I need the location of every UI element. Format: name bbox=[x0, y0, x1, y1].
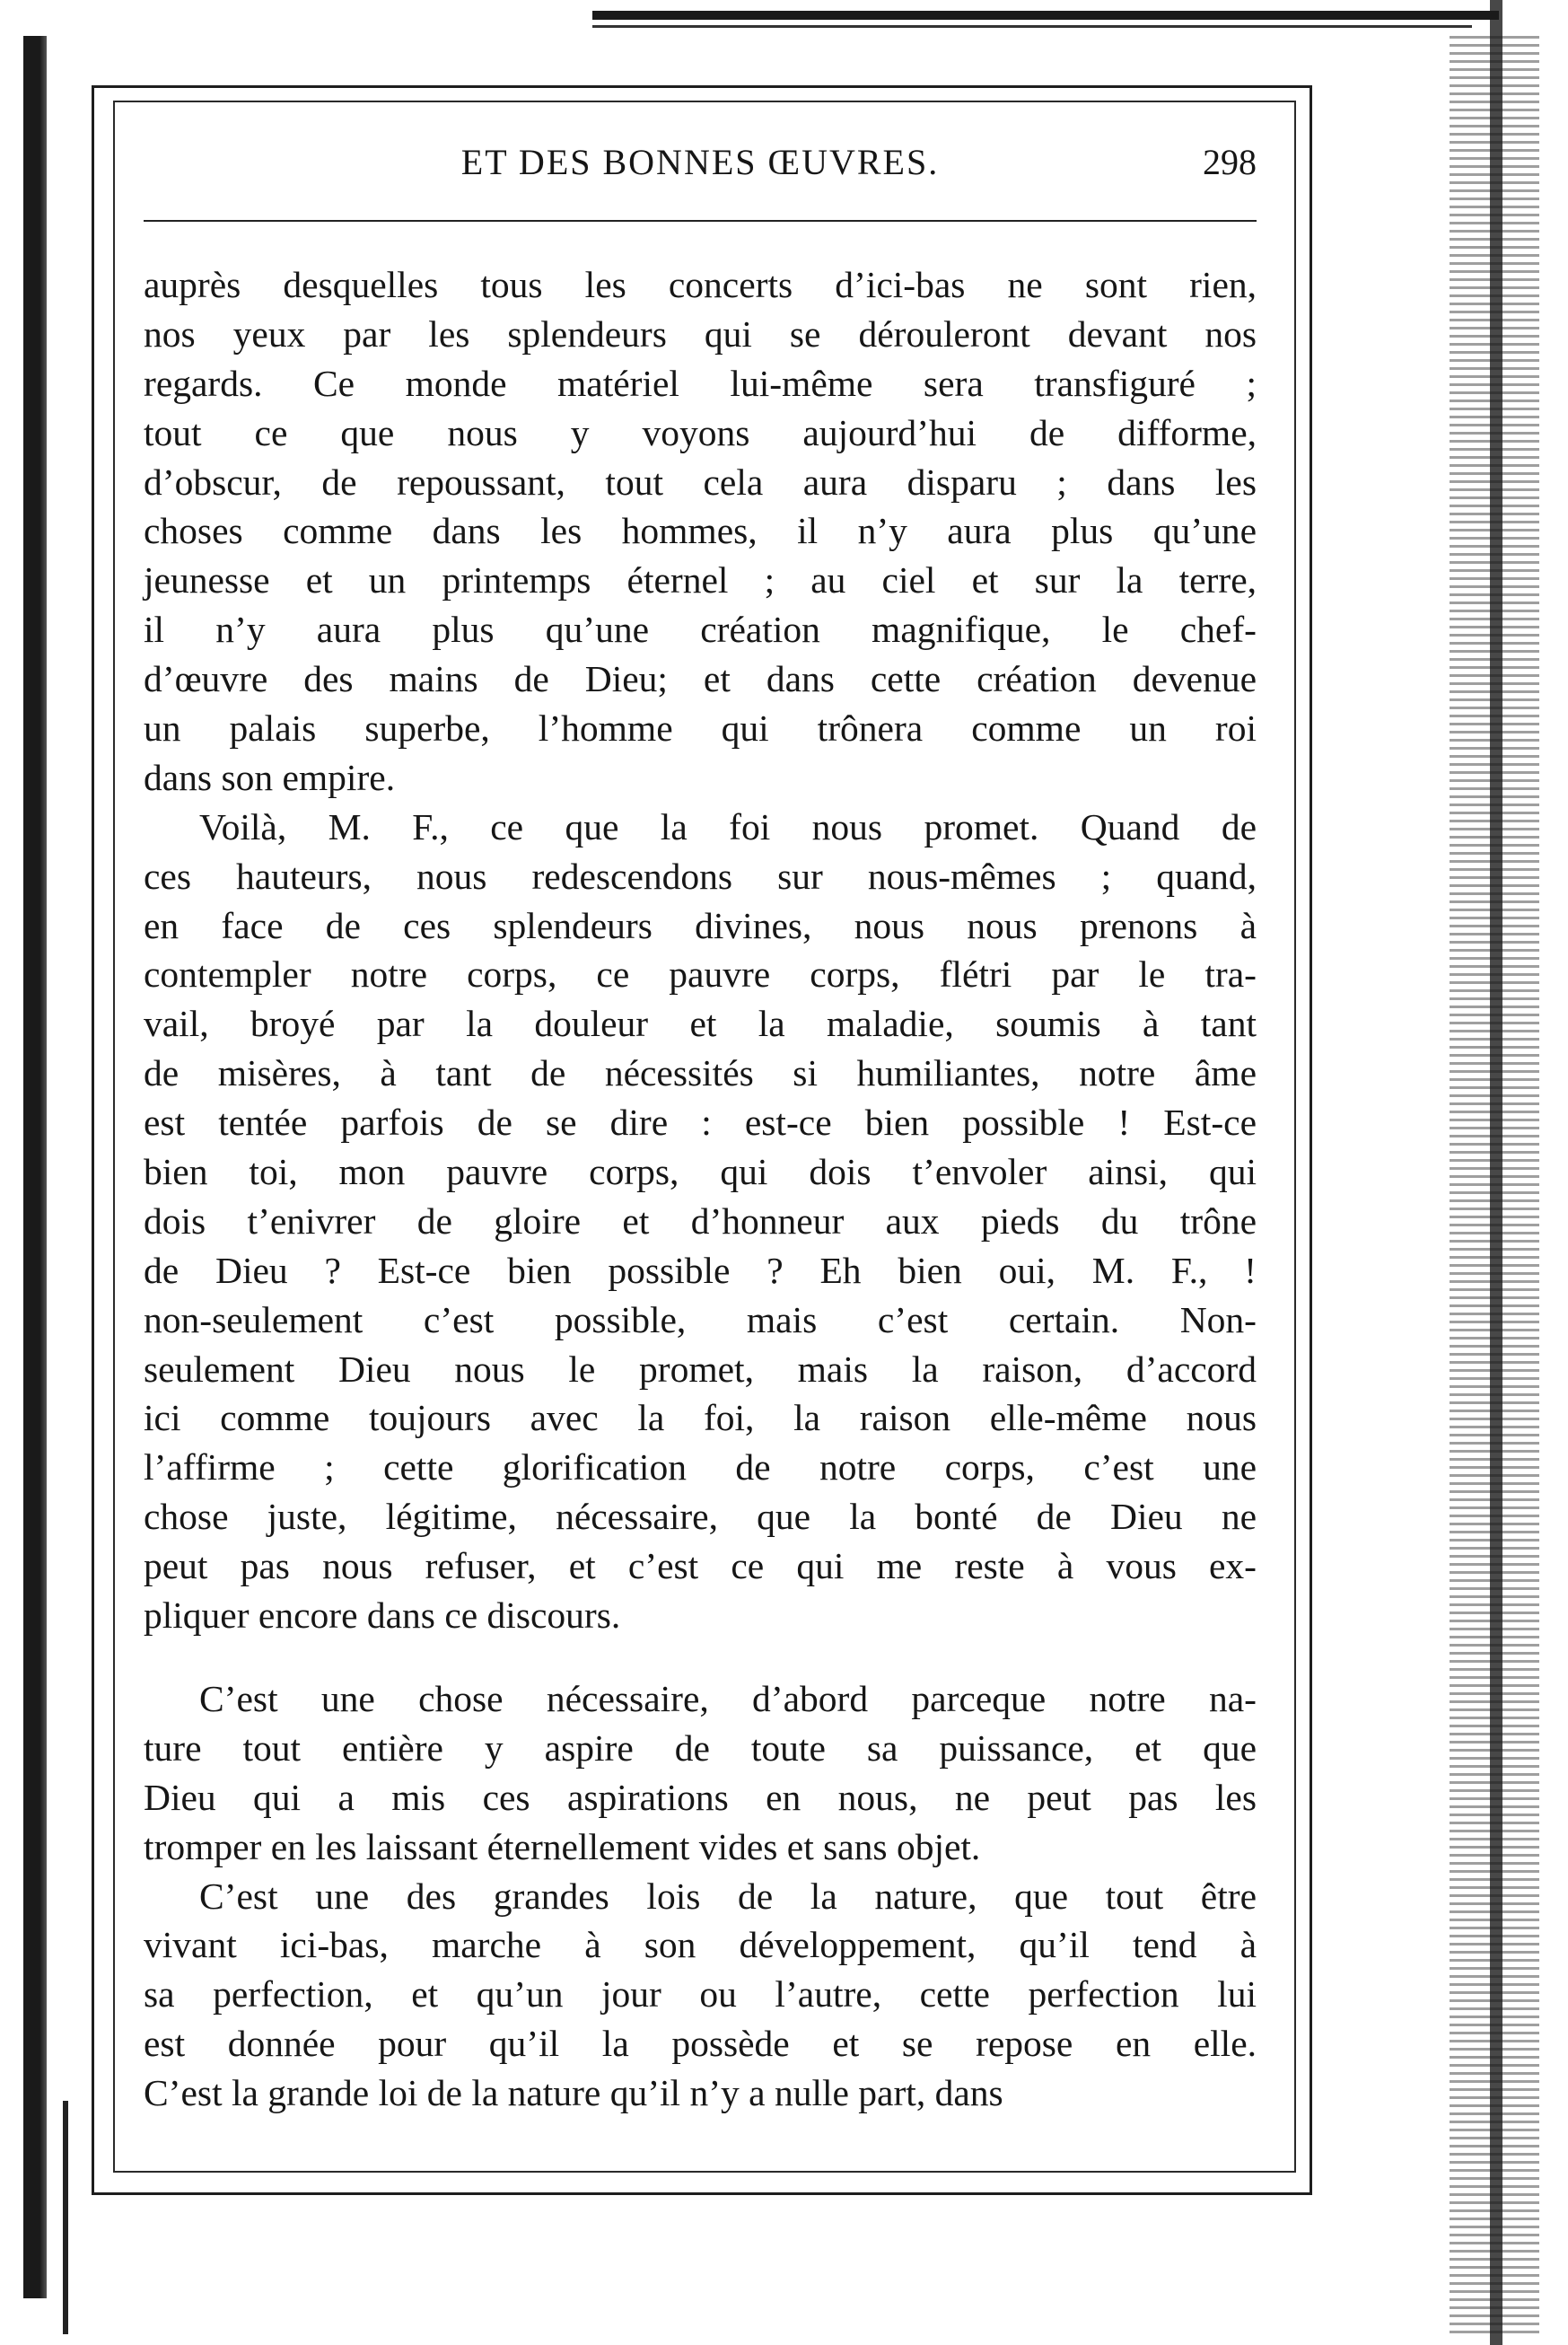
text-line: auprès desquelles tous les concerts d’ici-bas ne sont rien, bbox=[144, 264, 1257, 305]
text-line: Voilà, M. F., ce que la foi nous promet. Quand de bbox=[199, 805, 1257, 848]
text-line: d’œuvre des mains de Dieu; et dans cette création devenue bbox=[144, 658, 1257, 700]
text-line: vivant ici-bas, marche à son développement, qu’il tend à bbox=[144, 1924, 1257, 1966]
text-line: en face de ces splendeurs divines, nous nous prenons à bbox=[144, 904, 1257, 946]
paragraph bbox=[144, 1674, 1257, 1872]
text-line: C’est la grande loi de la nature qu’il n’y a nulle part, dans bbox=[144, 2072, 1003, 2114]
scan-right-bar bbox=[1490, 0, 1502, 2345]
text-line: de misères, à tant de nécessités si humiliantes, notre âme bbox=[144, 1052, 1257, 1094]
text-line: contempler notre corps, ce pauvre corps, flétri par le tra- bbox=[144, 953, 1257, 996]
running-title: ET DES BONNES ŒUVRES. bbox=[460, 142, 940, 182]
text-line: un palais superbe, l’homme qui trônera comme un roi bbox=[144, 707, 1257, 750]
text-line: pliquer encore dans ce discours. bbox=[144, 1594, 621, 1637]
text-line: seulement Dieu nous le promet, mais la raison, d’accord bbox=[144, 1348, 1257, 1390]
text-line: de Dieu ? Est-ce bien possible ? Eh bien oui, M. F., ! bbox=[144, 1249, 1257, 1291]
scan-left-border bbox=[23, 36, 47, 2298]
text-line: il n’y aura plus qu’une création magnifique, le chef- bbox=[144, 609, 1257, 651]
text-line: bien toi, mon pauvre corps, qui dois t’envoler ainsi, qui bbox=[144, 1151, 1257, 1193]
text-line: vail, broyé par la douleur et la maladie, soumis à tant bbox=[144, 1003, 1257, 1045]
scan-top-rule bbox=[592, 11, 1499, 20]
text-line: est donnée pour qu’il la possède et se repose en elle. bbox=[144, 2023, 1257, 2065]
scan-left-mark bbox=[63, 2101, 68, 2334]
text-line: tromper en les laissant éternellement vides et sans objet. bbox=[144, 1825, 981, 1867]
paragraph bbox=[144, 260, 1257, 803]
text-line: est tentée parfois de se dire : est-ce bien possible ! Est-ce bbox=[144, 1102, 1257, 1144]
text-line: dois t’enivrer de gloire et d’honneur aux pieds du trône bbox=[144, 1199, 1257, 1242]
book-page bbox=[144, 130, 1257, 2114]
header-rule bbox=[144, 220, 1257, 222]
text-line: peut pas nous refuser, et c’est ce qui me reste à vous ex- bbox=[144, 1545, 1257, 1587]
text-line: tout ce que nous y voyons aujourd’hui de difforme, bbox=[144, 411, 1257, 453]
text-line: Dieu qui a mis ces aspirations en nous, ne peut pas les bbox=[144, 1776, 1257, 1818]
text-line: chose juste, légitime, nécessaire, que la bonté de Dieu ne bbox=[144, 1496, 1257, 1538]
paragraph bbox=[144, 803, 1257, 1640]
text-line: non-seulement c’est possible, mais c’est certain. Non- bbox=[144, 1298, 1257, 1340]
body-text bbox=[144, 260, 1257, 2118]
text-line: sa perfection, et qu’un jour ou l’autre, cette perfection lui bbox=[144, 1973, 1257, 2016]
text-line: C’est une des grandes lois de la nature, que tout être bbox=[199, 1875, 1257, 1917]
text-line: ici comme toujours avec la foi, la raison elle-même nous bbox=[144, 1397, 1257, 1439]
text-line: jeunesse et un printemps éternel ; au ciel et sur la terre, bbox=[144, 559, 1257, 602]
text-line: regards. Ce monde matériel lui-même sera transfiguré ; bbox=[144, 362, 1257, 404]
text-line: ces hauteurs, nous redescendons sur nous-mêmes ; quand, bbox=[144, 855, 1257, 897]
running-header bbox=[144, 130, 1257, 202]
text-line: C’est une chose nécessaire, d’abord parceque notre na- bbox=[199, 1677, 1257, 1719]
paragraph bbox=[144, 1872, 1257, 2118]
text-line: d’obscur, de repoussant, tout cela aura disparu ; dans les bbox=[144, 461, 1257, 503]
text-line: dans son empire. bbox=[144, 756, 396, 798]
text-line: l’affirme ; cette glorification de notre corps, c’est une bbox=[144, 1446, 1257, 1489]
paragraph-gap bbox=[144, 1640, 1257, 1674]
page-number: 298 bbox=[1203, 142, 1257, 182]
scan-top-rule-thin bbox=[592, 25, 1472, 28]
text-line: nos yeux par les splendeurs qui se dérouleront devant nos bbox=[144, 312, 1257, 355]
text-line: ture tout entière y aspire de toute sa puissance, et que bbox=[144, 1726, 1257, 1769]
text-line: choses comme dans les hommes, il n’y aura plus qu’une bbox=[144, 510, 1257, 552]
